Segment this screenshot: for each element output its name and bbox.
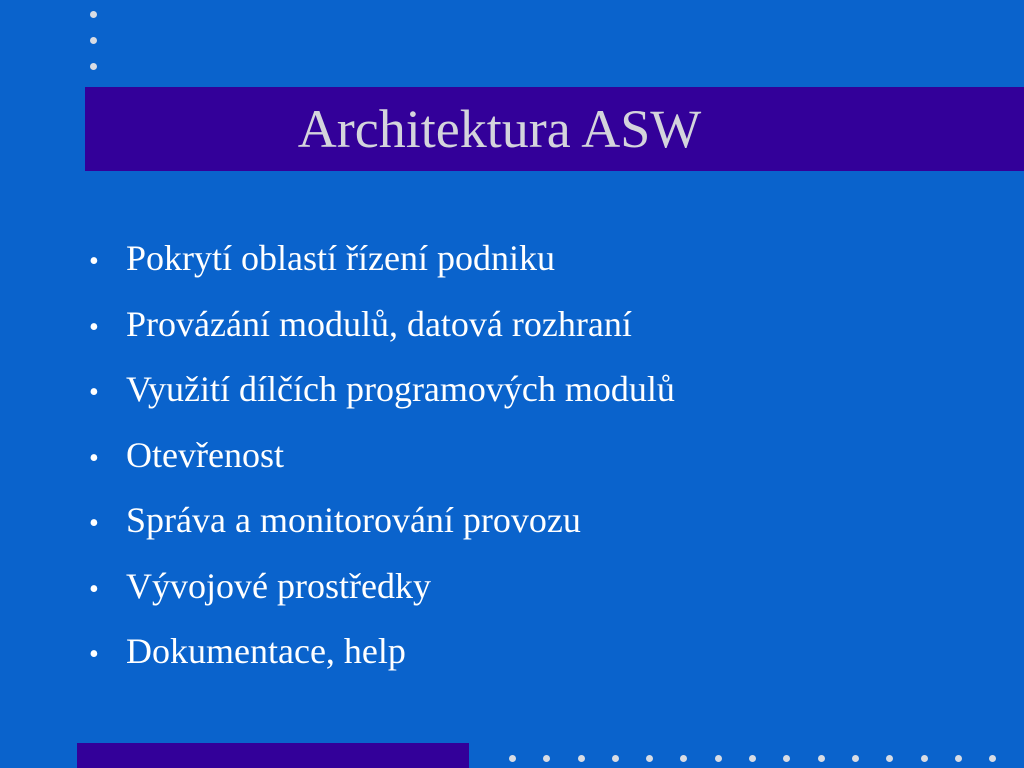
bullet-text: Správa a monitorování provozu: [126, 500, 581, 540]
bullet-list: [86, 226, 675, 685]
decor-dot: [90, 63, 97, 70]
decor-dot: [578, 755, 585, 762]
decor-dot: [783, 755, 790, 762]
decorative-dots-bottom: [509, 755, 1023, 763]
decorative-dots-top: [90, 11, 98, 89]
bullet-item: [86, 357, 675, 423]
decor-dot: [886, 755, 893, 762]
bullet-icon: •: [89, 377, 99, 408]
bullet-item: [86, 619, 675, 685]
bullet-icon: •: [89, 573, 99, 605]
decor-dot: [543, 755, 550, 762]
bullet-item: [86, 226, 675, 292]
decor-dot: [612, 755, 619, 762]
decor-dot: [680, 755, 687, 762]
decor-dot: [509, 755, 516, 762]
bullet-text: Pokrytí oblastí řízení podniku: [126, 238, 555, 278]
decor-dot: [715, 755, 722, 762]
decor-dot: [989, 755, 996, 762]
decorative-bottom-bar: [77, 743, 469, 768]
bullet-item: [86, 488, 675, 554]
bullet-text: Využití dílčích programových modulů: [126, 369, 675, 409]
decor-dot: [852, 755, 859, 762]
bullet-text: Otevřenost: [126, 434, 284, 475]
decor-dot: [90, 37, 97, 44]
bullet-icon: •: [89, 246, 99, 277]
bullet-text: Vývojové prostředky: [126, 565, 431, 606]
bullet-item: [86, 554, 675, 620]
bullet-text: Dokumentace, help: [126, 631, 406, 671]
decor-dot: [90, 11, 97, 18]
decor-dot: [749, 755, 756, 762]
slide-title: Architektura ASW: [297, 99, 702, 159]
bullet-icon: •: [89, 639, 99, 670]
decor-dot: [818, 755, 825, 762]
decor-dot: [955, 755, 962, 762]
bullet-item: [86, 423, 675, 489]
bullet-text: Provázání modulů, datová rozhraní: [126, 303, 632, 344]
bullet-icon: •: [89, 508, 99, 539]
bullet-item: [86, 292, 675, 358]
decor-dot: [646, 755, 653, 762]
title-bar: [85, 87, 1024, 171]
decor-dot: [921, 755, 928, 762]
bullet-icon: •: [89, 311, 99, 343]
bullet-icon: •: [89, 442, 99, 474]
